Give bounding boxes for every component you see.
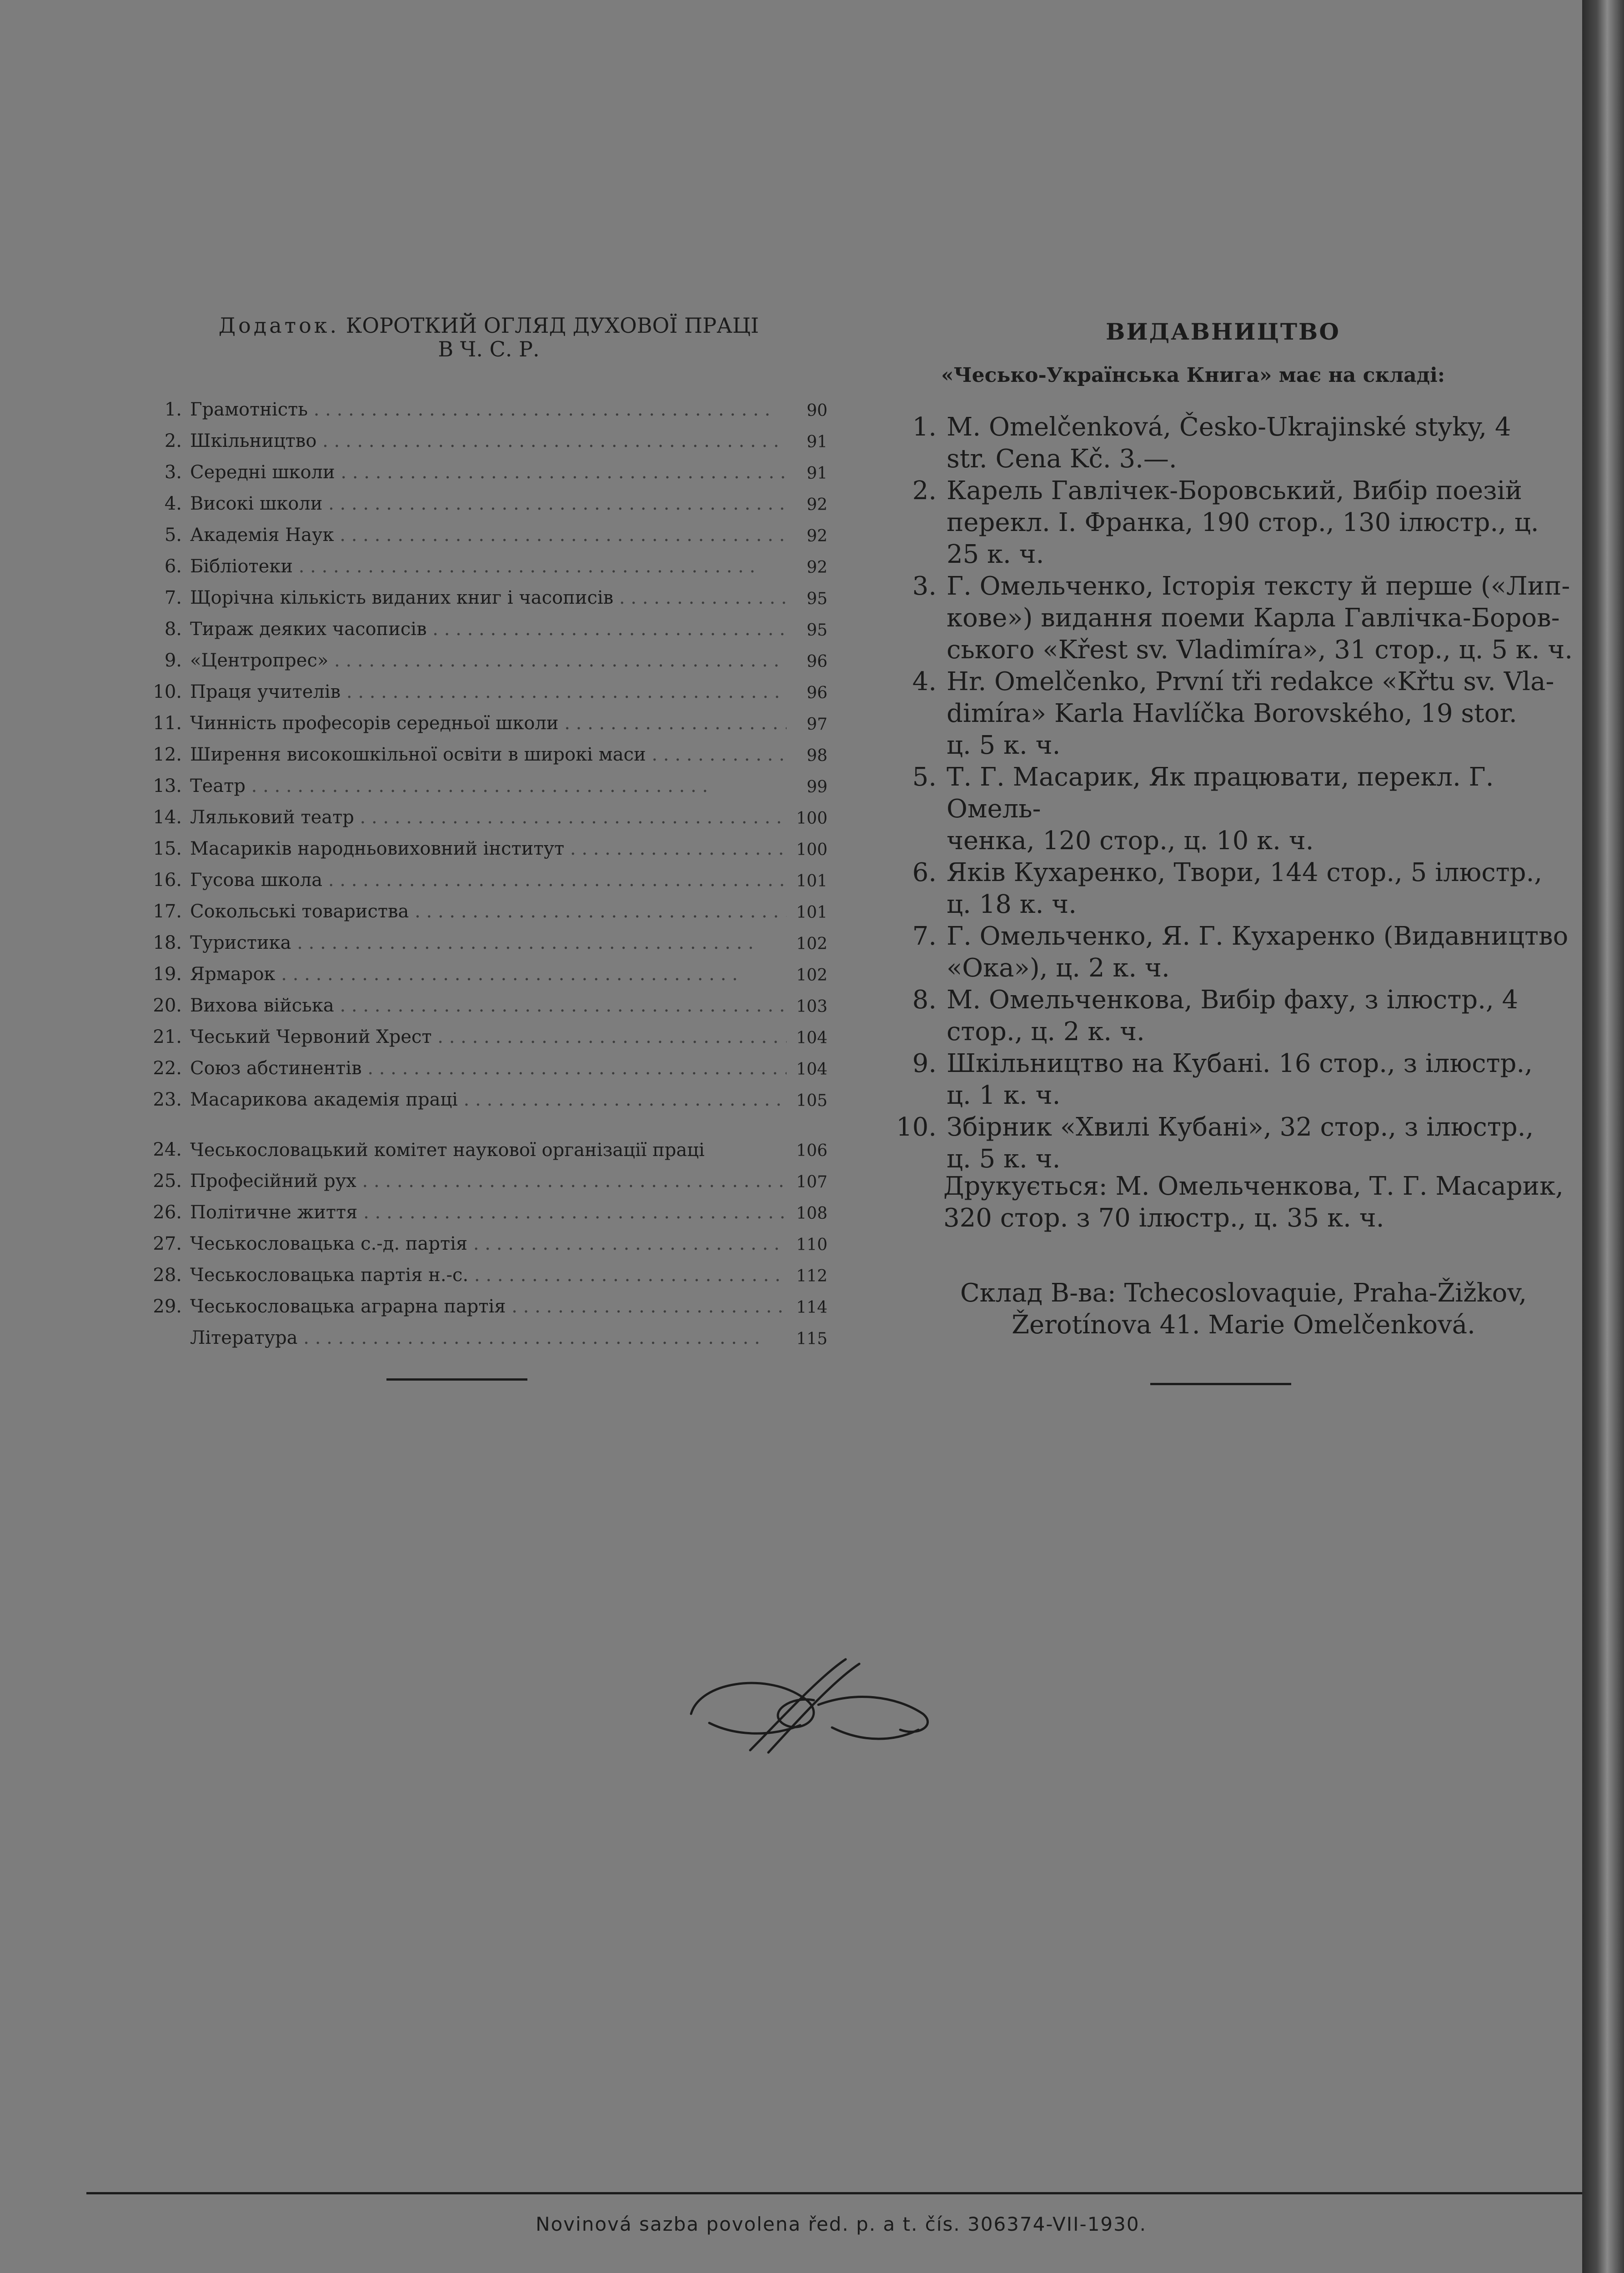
book-entry	[887, 1111, 1582, 1175]
toc-entry-number: 18.	[153, 932, 182, 953]
book-list	[887, 411, 1582, 1175]
toc-entry-number: 15.	[153, 838, 182, 859]
book-description: Г. Омельченко, Я. Г. Кухаренко (Видавництво «Ока»), ц. 2 к. ч.	[947, 921, 1569, 983]
toc-entry-number: 25.	[153, 1171, 182, 1192]
toc-entry-number: 28.	[153, 1265, 182, 1286]
toc-entry-page: 100	[796, 809, 827, 828]
book-entry	[887, 984, 1582, 1048]
toc-entry-page: 112	[796, 1267, 827, 1286]
toc-entry-number: 13.	[153, 776, 182, 796]
toc-entry-page: 107	[796, 1173, 827, 1192]
toc-entry-title: Професійний рух . . .	[190, 1171, 787, 1192]
toc-entry-number: 26.	[153, 1202, 182, 1223]
toc-entry-page: 95	[807, 590, 827, 608]
toc-entry-page: 104	[796, 1060, 827, 1079]
toc-entry-title: Високі школи . . .	[190, 493, 787, 514]
toc-entry-number: 3.	[164, 462, 182, 483]
toc-entry	[136, 1160, 827, 1192]
toc-entry-page: 92	[807, 527, 827, 546]
toc-entry-page: 98	[807, 746, 827, 765]
toc-entry-page: 108	[796, 1204, 827, 1223]
toc-entry-page: 99	[807, 778, 827, 796]
toc-entry-title: Вихова війська . . .	[190, 995, 787, 1016]
book-description: Збірник «Хвилі Кубані», 32 стор., з ілюстр., ц. 5 к. ч.	[947, 1112, 1534, 1174]
section-divider	[386, 1378, 527, 1381]
toc-entry-title: Театр . . .	[190, 776, 787, 796]
appendix-title: КОРОТКИЙ ОГЛЯД ДУХОВОЇ ПРАЦІ	[346, 313, 759, 338]
toc-entry	[136, 922, 827, 953]
toc-entry-page: 102	[796, 935, 827, 953]
toc-entry-title: Чеськословацький комітет наукової організації праці	[190, 1140, 705, 1160]
toc-entry-title: Література . . .	[190, 1327, 787, 1348]
toc-entry	[136, 891, 827, 922]
book-entry	[887, 411, 1582, 475]
appendix-subtitle: В Ч. С. Р.	[438, 337, 540, 361]
book-entry	[887, 857, 1582, 921]
toc-entry-number: 23.	[153, 1089, 182, 1110]
book-entry	[887, 571, 1582, 666]
toc-entry-number: 11.	[153, 713, 182, 734]
book-description: М. Омельченкова, Вибір фаху, з ілюстр., 4 стор., ц. 2 к. ч.	[947, 985, 1519, 1046]
book-description: Hr. Omelčenko, První tři redakce «Křtu sv. Vla- dimíra» Karla Havlíčka Borovského, 19 stor. ц. 5 к. ч.	[947, 667, 1554, 760]
toc-entry-number: 22.	[153, 1058, 182, 1079]
toc-entry-title: Чеськословацька аграрна партія . . .	[190, 1296, 787, 1317]
toc-entry	[136, 765, 827, 796]
toc-entry-title: Чеськословацька партія н.-с. . . .	[190, 1265, 787, 1286]
toc-entry-number: 19.	[153, 964, 182, 985]
book-number: 3.	[912, 571, 937, 601]
toc-entry-number: 12.	[153, 744, 182, 765]
toc-entry	[136, 389, 827, 420]
toc-entry-title: Чинність професорів середньої школи . . .	[190, 713, 787, 734]
toc-entry	[136, 1192, 827, 1223]
toc-entry-title: Масарикова академія праці . . .	[190, 1089, 787, 1110]
toc-entry-title: Ляльковий театр . . .	[190, 807, 787, 828]
toc-entry-title: Щорічна кількість виданих книг і часописів . . .	[190, 587, 787, 608]
toc-entry-number: 21.	[153, 1026, 182, 1047]
toc-entry-number: 4.	[164, 493, 182, 514]
publisher-heading: ВИДАВНИЦТВО	[1106, 318, 1340, 345]
toc-entry-page: 114	[796, 1298, 827, 1317]
toc-entry	[136, 608, 827, 640]
toc-entry-page: 101	[796, 903, 827, 922]
toc-entry-number: 17.	[153, 901, 182, 922]
toc-entry	[136, 577, 827, 608]
toc-entry	[136, 1317, 827, 1348]
toc-entry	[136, 1223, 827, 1254]
book-number: 8.	[912, 985, 937, 1015]
book-number: 5.	[912, 762, 937, 792]
in-print-notice: Друкується: М. Омельченкова, Т. Г. Масарик, 320 стор. з 70 ілюстр., ц. 35 к. ч.	[943, 1172, 1564, 1233]
toc-entry-page: 106	[796, 1142, 827, 1160]
book-entry	[887, 1048, 1582, 1111]
book-number: 2.	[912, 476, 937, 506]
book-number: 7.	[912, 921, 937, 951]
section-divider	[1150, 1383, 1291, 1385]
toc-entry-number: 20.	[153, 995, 182, 1016]
toc-entry-title: Політичне життя . . .	[190, 1202, 787, 1223]
toc-entry-title: Академія Наук . . .	[190, 525, 787, 546]
book-description: Т. Г. Масарик, Як працювати, перекл. Г. Омель- ченка, 120 стор., ц. 10 к. ч.	[947, 762, 1494, 856]
toc-entry-page: 115	[796, 1330, 827, 1348]
toc-entry-title: Праця учителів . . .	[190, 681, 787, 702]
toc-entry-number: 29.	[153, 1296, 182, 1317]
toc-entry	[136, 451, 827, 483]
toc-entry-page: 110	[796, 1236, 827, 1254]
book-entry	[887, 666, 1582, 761]
book-description: Яків Кухаренко, Твори, 144 стор., 5 ілюстр., ц. 18 к. ч.	[947, 858, 1543, 919]
toc-entry-page: 91	[807, 464, 827, 483]
toc-entry-title: Масариків народньовиховний інститут . . .	[190, 838, 787, 859]
toc-entry-number: 14.	[153, 807, 182, 828]
scan-edge	[1582, 0, 1624, 2273]
toc-entry-title: Ярмарок . . .	[190, 964, 787, 985]
toc-entry-number: 9.	[164, 650, 182, 671]
toc-entry-page: 104	[796, 1029, 827, 1047]
appendix-lead: Додаток.	[218, 313, 340, 338]
toc-entry-title: Союз абстинентів . . .	[190, 1058, 787, 1079]
toc-entry-title: Бібліотеки . . .	[190, 556, 787, 577]
toc-entry-title: Сокольські товариства . . .	[190, 901, 787, 922]
toc-entry	[136, 859, 827, 891]
toc-entry-number: 8.	[164, 619, 182, 640]
publisher-subheading: «Чесько-Українська Книга» має на складі:	[941, 364, 1445, 387]
toc-entry	[136, 1286, 827, 1317]
toc-entry-title: Шкільництво . . .	[190, 431, 787, 451]
toc-entry	[136, 828, 827, 859]
toc-entry-page: 96	[807, 652, 827, 671]
toc-entry-title: Туристика . . .	[190, 932, 787, 953]
toc-entry-number: 2.	[164, 431, 182, 451]
book-number: 10.	[896, 1112, 937, 1142]
toc-entry	[136, 1110, 827, 1160]
toc-entry-page: 102	[796, 966, 827, 985]
toc-entry-title: Грамотність . . .	[190, 399, 787, 420]
toc-entry-number: 10.	[153, 681, 182, 702]
toc-entry	[136, 953, 827, 985]
book-number: 9.	[912, 1049, 937, 1078]
toc-entry	[136, 514, 827, 546]
toc-entry-title: Середні школи . . .	[190, 462, 787, 483]
toc-entry-title: «Центропрес» . . .	[190, 650, 787, 671]
toc-entry-number: 1.	[164, 399, 182, 420]
toc-entry-number: 5.	[164, 525, 182, 546]
toc-entry-title: Гусова школа . . .	[190, 870, 787, 891]
toc-entry-page: 95	[807, 621, 827, 640]
toc-entry-page: 96	[807, 684, 827, 702]
toc-entry	[136, 702, 827, 734]
toc-entry	[136, 1047, 827, 1079]
book-description: Шкільництво на Кубані. 16 стор., з ілюстр., ц. 1 к. ч.	[947, 1049, 1533, 1110]
book-number: 1.	[912, 412, 937, 442]
toc-entry-page: 97	[807, 715, 827, 734]
toc-entry-page: 90	[807, 401, 827, 420]
toc-entry-page: 105	[796, 1091, 827, 1110]
book-entry	[887, 921, 1582, 984]
toc-entry	[136, 483, 827, 514]
book-entry	[887, 475, 1582, 571]
table-of-contents	[136, 389, 827, 1348]
printer-permit-note: Novinová sazba povolena řed. p. a t. čís. 306374-VII-1930.	[536, 2213, 1147, 2235]
warehouse-address: Склад В-ва: Tchecoslovaquie, Praha-Žižkov, Žerotínova 41. Marie Omelčenková.	[960, 1278, 1527, 1340]
toc-entry	[136, 1254, 827, 1286]
book-description: Карель Гавлічек-Боровський, Вибір поезій перекл. І. Франка, 190 стор., 130 ілюстр., ц. 25 к. ч.	[947, 476, 1539, 569]
toc-entry	[136, 671, 827, 702]
toc-entry-number: 24.	[153, 1139, 182, 1160]
toc-entry	[136, 1079, 827, 1110]
toc-entry	[136, 420, 827, 451]
toc-entry-page: 100	[796, 841, 827, 859]
book-number: 4.	[912, 667, 937, 696]
toc-entry-title: Тираж деяких часописів . . .	[190, 619, 787, 640]
book-number: 6.	[912, 858, 937, 887]
toc-entry	[136, 546, 827, 577]
toc-entry-title: Чеськословацька с.-д. партія . . .	[190, 1233, 787, 1254]
toc-entry-number: 7.	[164, 587, 182, 608]
toc-entry-page: 103	[796, 997, 827, 1016]
footer-rule	[86, 2192, 1582, 2194]
toc-entry	[136, 1016, 827, 1047]
appendix-heading	[177, 314, 800, 361]
toc-entry-title: Ширення високошкільної освіти в широкі маси . . .	[190, 744, 787, 765]
toc-entry	[136, 734, 827, 765]
toc-entry-number: 16.	[153, 870, 182, 891]
toc-entry	[136, 796, 827, 828]
toc-entry-page: 92	[807, 496, 827, 514]
printers-flourish-ornament	[682, 1646, 937, 1764]
toc-entry	[136, 985, 827, 1016]
toc-entry-page: 101	[796, 872, 827, 891]
toc-entry-page: 91	[807, 433, 827, 451]
toc-entry-number: 6.	[164, 556, 182, 577]
toc-entry	[136, 640, 827, 671]
book-entry	[887, 761, 1582, 857]
toc-entry-number: 27.	[153, 1233, 182, 1254]
book-description: M. Omelčenková, Česko-Ukrajinské styky, 4 str. Cena Kč. 3.—.	[947, 412, 1511, 474]
book-description: Г. Омельченко, Історія тексту й перше («Лип- кове») видання поеми Карла Гавлічка-Боров- ського «Křest sv. Vladimíra», 31 стор., ц. 5 к. ч.	[947, 571, 1573, 665]
toc-entry-title: Чеський Червоний Хрест . . .	[190, 1026, 787, 1047]
toc-entry-page: 92	[807, 558, 827, 577]
